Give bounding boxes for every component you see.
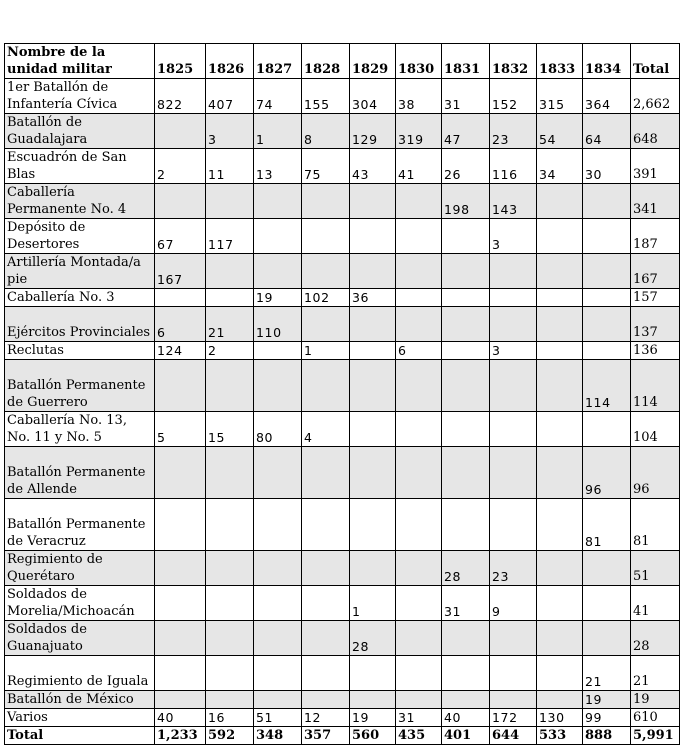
unit-name-cell: Escuadrón de San Blas: [5, 149, 155, 184]
year-total-1832: 644: [490, 727, 537, 745]
value-cell-1830: [396, 656, 442, 691]
value-cell-1827: 80: [254, 412, 302, 447]
value-cell-1825: [155, 621, 206, 656]
value-cell-1826: [206, 254, 254, 289]
unit-name-cell: Varios: [5, 709, 155, 727]
unit-name-cell: Artillería Montada/a pie: [5, 254, 155, 289]
value-cell-1829: [350, 307, 396, 342]
value-cell-1830: [396, 551, 442, 586]
table-row: [5, 499, 680, 551]
value-cell-1828: 12: [302, 709, 350, 727]
table-row: [5, 342, 680, 360]
value-cell-1830: [396, 447, 442, 499]
row-total-cell: 114: [631, 360, 680, 412]
value-cell-1827: [254, 586, 302, 621]
value-cell-1828: [302, 447, 350, 499]
value-cell-1833: 54: [537, 114, 583, 149]
value-cell-1831: [442, 447, 490, 499]
value-cell-1829: [350, 447, 396, 499]
value-cell-1831: [442, 656, 490, 691]
value-cell-1830: 6: [396, 342, 442, 360]
value-cell-1826: 11: [206, 149, 254, 184]
value-cell-1831: [442, 342, 490, 360]
value-cell-1833: [537, 656, 583, 691]
value-cell-1826: 15: [206, 412, 254, 447]
value-cell-1831: [442, 307, 490, 342]
table-row: [5, 412, 680, 447]
table-row: [5, 307, 680, 342]
value-cell-1828: [302, 656, 350, 691]
table-row: [5, 79, 680, 114]
value-cell-1826: [206, 184, 254, 219]
value-cell-1825: 5: [155, 412, 206, 447]
year-total-1833: 533: [537, 727, 583, 745]
value-cell-1829: 28: [350, 621, 396, 656]
table-row: [5, 621, 680, 656]
row-total-cell: 610: [631, 709, 680, 727]
value-cell-1827: 110: [254, 307, 302, 342]
value-cell-1826: [206, 289, 254, 307]
value-cell-1829: 1: [350, 586, 396, 621]
value-cell-1827: [254, 499, 302, 551]
value-cell-1834: [583, 342, 631, 360]
value-cell-1831: [442, 289, 490, 307]
header-year-1832: 1832: [490, 44, 537, 79]
row-total-cell: 19: [631, 691, 680, 709]
value-cell-1826: [206, 586, 254, 621]
value-cell-1825: 67: [155, 219, 206, 254]
value-cell-1825: 822: [155, 79, 206, 114]
row-total-cell: 104: [631, 412, 680, 447]
value-cell-1826: [206, 691, 254, 709]
value-cell-1827: 13: [254, 149, 302, 184]
header-row: [5, 44, 680, 79]
value-cell-1831: [442, 499, 490, 551]
value-cell-1834: [583, 184, 631, 219]
value-cell-1829: [350, 219, 396, 254]
value-cell-1834: [583, 289, 631, 307]
value-cell-1831: [442, 691, 490, 709]
value-cell-1830: [396, 499, 442, 551]
value-cell-1832: [490, 307, 537, 342]
value-cell-1832: [490, 691, 537, 709]
table-row: [5, 219, 680, 254]
value-cell-1829: [350, 360, 396, 412]
value-cell-1834: 99: [583, 709, 631, 727]
table-row: [5, 254, 680, 289]
value-cell-1834: 114: [583, 360, 631, 412]
value-cell-1834: [583, 219, 631, 254]
year-total-1831: 401: [442, 727, 490, 745]
value-cell-1834: [583, 307, 631, 342]
totals-row: [5, 727, 680, 745]
value-cell-1828: [302, 254, 350, 289]
value-cell-1829: 129: [350, 114, 396, 149]
row-total-cell: 648: [631, 114, 680, 149]
value-cell-1832: 152: [490, 79, 537, 114]
value-cell-1831: [442, 621, 490, 656]
value-cell-1832: [490, 621, 537, 656]
value-cell-1827: [254, 219, 302, 254]
row-total-cell: 2,662: [631, 79, 680, 114]
unit-name-cell: Caballería Permanente No. 4: [5, 184, 155, 219]
value-cell-1827: 19: [254, 289, 302, 307]
value-cell-1831: 28: [442, 551, 490, 586]
value-cell-1828: [302, 307, 350, 342]
value-cell-1831: [442, 412, 490, 447]
value-cell-1832: 3: [490, 219, 537, 254]
value-cell-1830: 31: [396, 709, 442, 727]
value-cell-1825: [155, 184, 206, 219]
value-cell-1830: [396, 621, 442, 656]
value-cell-1830: [396, 586, 442, 621]
value-cell-1825: [155, 289, 206, 307]
value-cell-1830: [396, 691, 442, 709]
unit-name-cell: Batallón de México: [5, 691, 155, 709]
row-total-cell: 51: [631, 551, 680, 586]
row-total-cell: 167: [631, 254, 680, 289]
value-cell-1832: 116: [490, 149, 537, 184]
value-cell-1830: [396, 412, 442, 447]
value-cell-1826: [206, 551, 254, 586]
value-cell-1833: [537, 412, 583, 447]
value-cell-1832: [490, 289, 537, 307]
header-year-1826: 1826: [206, 44, 254, 79]
year-total-1830: 435: [396, 727, 442, 745]
value-cell-1825: [155, 551, 206, 586]
value-cell-1829: [350, 412, 396, 447]
header-year-1829: 1829: [350, 44, 396, 79]
value-cell-1833: [537, 621, 583, 656]
value-cell-1833: [537, 254, 583, 289]
value-cell-1826: [206, 447, 254, 499]
value-cell-1831: 40: [442, 709, 490, 727]
value-cell-1832: [490, 656, 537, 691]
value-cell-1825: [155, 447, 206, 499]
table-row: [5, 656, 680, 691]
value-cell-1830: [396, 254, 442, 289]
value-cell-1829: [350, 254, 396, 289]
row-total-cell: 96: [631, 447, 680, 499]
value-cell-1832: 23: [490, 114, 537, 149]
header-year-1825: 1825: [155, 44, 206, 79]
value-cell-1827: 1: [254, 114, 302, 149]
value-cell-1831: 31: [442, 586, 490, 621]
table-row: [5, 184, 680, 219]
unit-name-cell: Batallón Permanente de Veracruz: [5, 499, 155, 551]
year-total-1828: 357: [302, 727, 350, 745]
row-total-cell: 41: [631, 586, 680, 621]
value-cell-1829: [350, 656, 396, 691]
value-cell-1834: [583, 586, 631, 621]
table-row: [5, 289, 680, 307]
value-cell-1826: [206, 360, 254, 412]
row-total-cell: 28: [631, 621, 680, 656]
row-total-cell: 137: [631, 307, 680, 342]
value-cell-1834: 21: [583, 656, 631, 691]
value-cell-1827: [254, 360, 302, 412]
row-total-cell: 391: [631, 149, 680, 184]
header-year-1830: 1830: [396, 44, 442, 79]
value-cell-1833: [537, 307, 583, 342]
value-cell-1826: [206, 621, 254, 656]
value-cell-1831: [442, 219, 490, 254]
value-cell-1831: 47: [442, 114, 490, 149]
unit-name-cell: 1er Batallón de Infantería Cívica: [5, 79, 155, 114]
value-cell-1829: 43: [350, 149, 396, 184]
value-cell-1828: [302, 621, 350, 656]
value-cell-1834: [583, 621, 631, 656]
value-cell-1828: [302, 219, 350, 254]
value-cell-1830: [396, 307, 442, 342]
value-cell-1825: [155, 656, 206, 691]
value-cell-1834: 96: [583, 447, 631, 499]
value-cell-1834: 81: [583, 499, 631, 551]
header-year-1831: 1831: [442, 44, 490, 79]
value-cell-1826: [206, 499, 254, 551]
value-cell-1825: [155, 499, 206, 551]
row-total-cell: 136: [631, 342, 680, 360]
unit-name-cell: Regimiento de Querétaro: [5, 551, 155, 586]
value-cell-1830: 38: [396, 79, 442, 114]
value-cell-1833: [537, 219, 583, 254]
value-cell-1825: 124: [155, 342, 206, 360]
value-cell-1827: [254, 656, 302, 691]
value-cell-1828: [302, 551, 350, 586]
unit-name-cell: Batallón Permanente de Allende: [5, 447, 155, 499]
value-cell-1832: 143: [490, 184, 537, 219]
value-cell-1831: 31: [442, 79, 490, 114]
value-cell-1829: [350, 551, 396, 586]
unit-name-cell: Ejércitos Provinciales: [5, 307, 155, 342]
value-cell-1828: 4: [302, 412, 350, 447]
military-units-table: [4, 43, 680, 745]
value-cell-1827: [254, 254, 302, 289]
unit-name-cell: Reclutas: [5, 342, 155, 360]
header-unit-name: Nombre de la unidad militar: [5, 44, 155, 79]
value-cell-1827: 74: [254, 79, 302, 114]
value-cell-1834: [583, 412, 631, 447]
row-total-cell: 157: [631, 289, 680, 307]
header-year-1833: 1833: [537, 44, 583, 79]
value-cell-1833: [537, 691, 583, 709]
value-cell-1825: [155, 691, 206, 709]
value-cell-1827: [254, 184, 302, 219]
value-cell-1829: 36: [350, 289, 396, 307]
value-cell-1832: [490, 412, 537, 447]
value-cell-1826: 3: [206, 114, 254, 149]
value-cell-1827: [254, 621, 302, 656]
value-cell-1832: 3: [490, 342, 537, 360]
value-cell-1831: 198: [442, 184, 490, 219]
value-cell-1828: 102: [302, 289, 350, 307]
value-cell-1829: 304: [350, 79, 396, 114]
value-cell-1834: 30: [583, 149, 631, 184]
value-cell-1833: [537, 447, 583, 499]
value-cell-1834: [583, 254, 631, 289]
value-cell-1825: [155, 360, 206, 412]
value-cell-1828: 155: [302, 79, 350, 114]
value-cell-1829: [350, 342, 396, 360]
unit-name-cell: Batallón Permanente de Guerrero: [5, 360, 155, 412]
row-total-cell: 81: [631, 499, 680, 551]
table-row: [5, 691, 680, 709]
value-cell-1828: [302, 184, 350, 219]
year-total-1834: 888: [583, 727, 631, 745]
table-row: [5, 447, 680, 499]
table-row: [5, 360, 680, 412]
value-cell-1825: [155, 114, 206, 149]
value-cell-1826: 2: [206, 342, 254, 360]
value-cell-1827: 51: [254, 709, 302, 727]
value-cell-1828: [302, 586, 350, 621]
value-cell-1831: [442, 254, 490, 289]
value-cell-1828: 8: [302, 114, 350, 149]
value-cell-1825: 6: [155, 307, 206, 342]
value-cell-1830: 41: [396, 149, 442, 184]
value-cell-1833: [537, 586, 583, 621]
value-cell-1827: [254, 691, 302, 709]
value-cell-1829: [350, 691, 396, 709]
totals-label: Total: [5, 727, 155, 745]
unit-name-cell: Regimiento de Iguala: [5, 656, 155, 691]
value-cell-1826: 407: [206, 79, 254, 114]
header-year-1834: 1834: [583, 44, 631, 79]
value-cell-1828: [302, 499, 350, 551]
value-cell-1831: 26: [442, 149, 490, 184]
value-cell-1832: [490, 254, 537, 289]
value-cell-1828: 75: [302, 149, 350, 184]
table-row: [5, 149, 680, 184]
value-cell-1830: [396, 360, 442, 412]
value-cell-1825: 2: [155, 149, 206, 184]
value-cell-1833: [537, 499, 583, 551]
value-cell-1834: 64: [583, 114, 631, 149]
value-cell-1834: [583, 551, 631, 586]
value-cell-1825: 40: [155, 709, 206, 727]
year-total-1827: 348: [254, 727, 302, 745]
year-total-1825: 1,233: [155, 727, 206, 745]
value-cell-1833: 315: [537, 79, 583, 114]
value-cell-1832: [490, 447, 537, 499]
value-cell-1830: [396, 184, 442, 219]
value-cell-1826: 117: [206, 219, 254, 254]
table-body: [5, 79, 680, 745]
value-cell-1825: [155, 586, 206, 621]
value-cell-1826: 21: [206, 307, 254, 342]
value-cell-1829: [350, 184, 396, 219]
value-cell-1833: [537, 551, 583, 586]
header-year-1827: 1827: [254, 44, 302, 79]
value-cell-1833: [537, 289, 583, 307]
value-cell-1830: 319: [396, 114, 442, 149]
value-cell-1827: [254, 342, 302, 360]
unit-name-cell: Caballería No. 13, No. 11 y No. 5: [5, 412, 155, 447]
value-cell-1830: [396, 289, 442, 307]
value-cell-1833: [537, 184, 583, 219]
value-cell-1833: [537, 360, 583, 412]
unit-name-cell: Soldados de Guanajuato: [5, 621, 155, 656]
value-cell-1827: [254, 551, 302, 586]
unit-name-cell: Depósito de Desertores: [5, 219, 155, 254]
unit-name-cell: Caballería No. 3: [5, 289, 155, 307]
value-cell-1832: 23: [490, 551, 537, 586]
header-total: Total: [631, 44, 680, 79]
value-cell-1828: [302, 360, 350, 412]
row-total-cell: 341: [631, 184, 680, 219]
table-row: [5, 709, 680, 727]
value-cell-1828: [302, 691, 350, 709]
value-cell-1826: [206, 656, 254, 691]
header-year-1828: 1828: [302, 44, 350, 79]
value-cell-1825: 167: [155, 254, 206, 289]
year-total-1826: 592: [206, 727, 254, 745]
value-cell-1832: 172: [490, 709, 537, 727]
value-cell-1833: [537, 342, 583, 360]
value-cell-1833: 130: [537, 709, 583, 727]
grand-total: 5,991: [631, 727, 680, 745]
value-cell-1834: 364: [583, 79, 631, 114]
value-cell-1827: [254, 447, 302, 499]
value-cell-1826: 16: [206, 709, 254, 727]
value-cell-1828: 1: [302, 342, 350, 360]
value-cell-1830: [396, 219, 442, 254]
table-row: [5, 114, 680, 149]
table-row: [5, 551, 680, 586]
table-row: [5, 586, 680, 621]
value-cell-1833: 34: [537, 149, 583, 184]
row-total-cell: 187: [631, 219, 680, 254]
value-cell-1832: [490, 360, 537, 412]
unit-name-cell: Batallón de Guadalajara: [5, 114, 155, 149]
value-cell-1832: 9: [490, 586, 537, 621]
value-cell-1832: [490, 499, 537, 551]
row-total-cell: 21: [631, 656, 680, 691]
year-total-1829: 560: [350, 727, 396, 745]
unit-name-cell: Soldados de Morelia/Michoacán: [5, 586, 155, 621]
value-cell-1829: [350, 499, 396, 551]
value-cell-1831: [442, 360, 490, 412]
value-cell-1834: 19: [583, 691, 631, 709]
value-cell-1829: 19: [350, 709, 396, 727]
